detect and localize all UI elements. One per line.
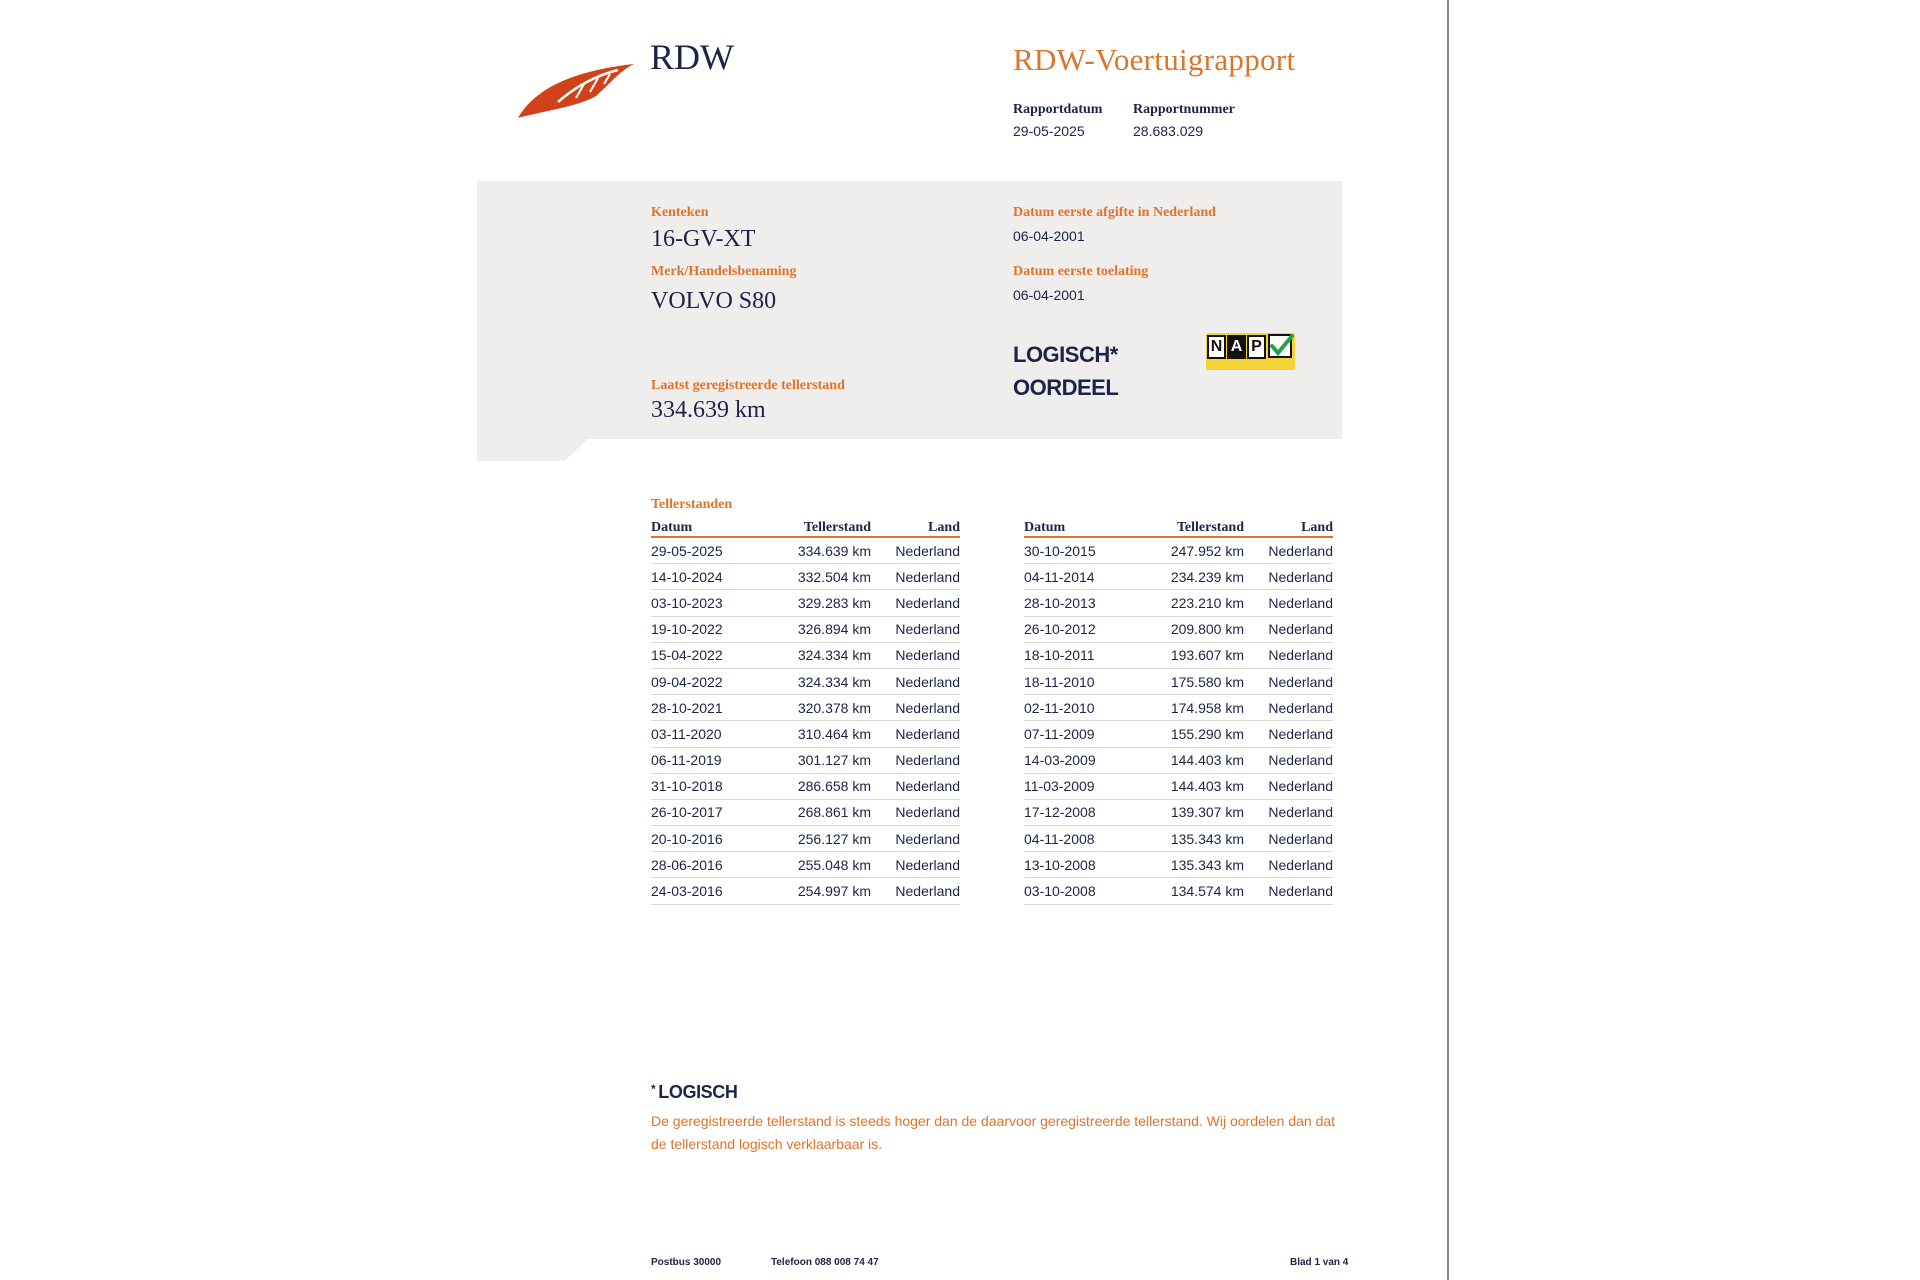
reading-country: Nederland xyxy=(1268,752,1333,769)
footer-phone: Telefoon 088 008 74 47 xyxy=(771,1257,879,1268)
reading-odometer: 174.958 km xyxy=(1170,699,1244,716)
verdict-line-1: LOGISCH* xyxy=(1013,342,1118,367)
reading-date: 20-10-2016 xyxy=(651,830,723,847)
reading-odometer: 286.658 km xyxy=(797,778,871,795)
reading-odometer: 175.580 km xyxy=(1170,673,1244,690)
first-issue-nl-value: 06-04-2001 xyxy=(1013,228,1085,244)
reading-date: 17-12-2008 xyxy=(1024,804,1096,821)
reading-date: 19-10-2022 xyxy=(651,621,723,638)
table-row xyxy=(651,617,960,643)
reading-country: Nederland xyxy=(1268,621,1333,638)
reading-odometer: 234.239 km xyxy=(1170,568,1244,585)
nap-letter-p: P xyxy=(1247,335,1266,359)
reading-date: 18-11-2010 xyxy=(1024,673,1095,690)
first-admission-value: 06-04-2001 xyxy=(1013,287,1085,303)
reading-country: Nederland xyxy=(1268,699,1333,716)
reading-odometer: 144.403 km xyxy=(1170,752,1244,769)
table-row xyxy=(1024,852,1333,878)
table-row xyxy=(1024,564,1333,590)
report-title: RDW-Voertuigrapport xyxy=(1013,42,1296,77)
reading-odometer: 334.639 km xyxy=(797,542,871,559)
report-number-label: Rapportnummer xyxy=(1133,102,1235,117)
table-row xyxy=(651,590,960,616)
table-row xyxy=(651,800,960,826)
reading-country: Nederland xyxy=(1268,673,1333,690)
reading-country: Nederland xyxy=(895,542,960,559)
table-row xyxy=(651,695,960,721)
table-row xyxy=(1024,774,1333,800)
table-row xyxy=(1024,721,1333,747)
make-value: VOLVO S80 xyxy=(651,288,777,314)
reading-date: 11-03-2009 xyxy=(1024,778,1095,795)
table-row xyxy=(651,564,960,590)
reading-date: 03-11-2020 xyxy=(651,725,722,742)
reading-date: 09-04-2022 xyxy=(651,673,723,690)
first-issue-nl-label: Datum eerste afgifte in Nederland xyxy=(1013,205,1216,220)
reading-odometer: 135.343 km xyxy=(1170,856,1244,873)
footer-postbus: Postbus 30000 xyxy=(651,1257,722,1268)
reading-country: Nederland xyxy=(1268,647,1333,664)
reading-date: 07-11-2009 xyxy=(1024,725,1095,742)
footer-page-number: Blad 1 van 4 xyxy=(1290,1257,1349,1268)
readings-table-right xyxy=(1024,520,1333,905)
reading-country: Nederland xyxy=(895,804,960,821)
table-row xyxy=(651,826,960,852)
reading-country: Nederland xyxy=(1268,804,1333,821)
reading-date: 26-10-2017 xyxy=(651,804,723,821)
reading-date: 14-03-2009 xyxy=(1024,752,1096,769)
reading-country: Nederland xyxy=(895,856,960,873)
reading-country: Nederland xyxy=(1268,725,1333,742)
nap-letter-a: A xyxy=(1227,335,1246,359)
reading-odometer: 256.127 km xyxy=(797,830,871,847)
reading-country: Nederland xyxy=(895,752,960,769)
reading-country: Nederland xyxy=(895,594,960,611)
table-row xyxy=(1024,617,1333,643)
reading-date: 14-10-2024 xyxy=(651,568,723,585)
table-row xyxy=(1024,538,1333,564)
reading-date: 04-11-2008 xyxy=(1024,830,1095,847)
table-row xyxy=(1024,748,1333,774)
reading-country: Nederland xyxy=(895,778,960,795)
reading-odometer: 223.210 km xyxy=(1170,594,1244,611)
col-header-country: Land xyxy=(928,520,960,535)
reading-country: Nederland xyxy=(1268,594,1333,611)
table-row xyxy=(1024,643,1333,669)
reading-odometer: 139.307 km xyxy=(1170,804,1244,821)
reading-odometer: 324.334 km xyxy=(797,647,871,664)
table-row xyxy=(1024,878,1333,904)
verdict-line-2: OORDEEL xyxy=(1013,375,1119,400)
table-row xyxy=(651,538,960,564)
col-header-odometer: Tellerstand xyxy=(803,520,871,535)
table-row xyxy=(651,748,960,774)
rdw-logo-icon xyxy=(518,58,634,120)
reading-odometer: 329.283 km xyxy=(797,594,871,611)
table-row xyxy=(1024,695,1333,721)
reading-date: 18-10-2011 xyxy=(1024,647,1095,664)
table-row xyxy=(651,669,960,695)
reading-date: 28-10-2021 xyxy=(651,699,723,716)
nap-letter-n: N xyxy=(1207,335,1226,359)
reading-country: Nederland xyxy=(895,725,960,742)
reading-date: 26-10-2012 xyxy=(1024,621,1096,638)
col-header-date: Datum xyxy=(1024,520,1066,535)
reading-odometer: 326.894 km xyxy=(797,621,871,638)
reading-country: Nederland xyxy=(895,568,960,585)
reading-country: Nederland xyxy=(895,883,960,900)
reading-country: Nederland xyxy=(895,673,960,690)
check-icon xyxy=(1268,333,1294,360)
reading-country: Nederland xyxy=(895,647,960,664)
readings-table-left xyxy=(651,520,960,905)
col-header-country: Land xyxy=(1301,520,1333,535)
first-admission-label: Datum eerste toelating xyxy=(1013,264,1149,279)
reading-date: 06-11-2019 xyxy=(651,752,722,769)
reading-date: 02-11-2010 xyxy=(1024,699,1095,716)
reading-date: 13-10-2008 xyxy=(1024,856,1096,873)
table-row xyxy=(651,878,960,904)
reading-odometer: 193.607 km xyxy=(1170,647,1244,664)
report-date-value: 29-05-2025 xyxy=(1013,123,1085,139)
odometer-verdict xyxy=(1013,338,1118,404)
reading-odometer: 320.378 km xyxy=(797,699,871,716)
table-row xyxy=(651,774,960,800)
reading-date: 29-05-2025 xyxy=(651,542,723,559)
reading-odometer: 332.504 km xyxy=(797,568,871,585)
col-header-odometer: Tellerstand xyxy=(1176,520,1244,535)
footnote-text: De geregistreerde tellerstand is steeds hoger dan de daarvoor geregistreerde tellerstand. Wij oordelen dan dat de tellerstand logisch verklaarbaar is. xyxy=(651,1113,1336,1152)
reading-country: Nederland xyxy=(1268,542,1333,559)
summary-panel-tab xyxy=(477,438,589,461)
plate-label: Kenteken xyxy=(651,205,709,220)
col-header-date: Datum xyxy=(651,520,693,535)
reading-odometer: 324.334 km xyxy=(797,673,871,690)
reading-odometer: 135.343 km xyxy=(1170,830,1244,847)
table-row xyxy=(651,643,960,669)
reading-odometer: 144.403 km xyxy=(1170,778,1244,795)
reading-odometer: 254.997 km xyxy=(797,883,871,900)
table-row xyxy=(1024,669,1333,695)
footnote-title xyxy=(651,1082,737,1103)
reading-date: 04-11-2014 xyxy=(1024,568,1095,585)
report-date-label: Rapportdatum xyxy=(1013,102,1103,117)
table-row xyxy=(651,721,960,747)
reading-date: 03-10-2023 xyxy=(651,594,723,611)
table-row xyxy=(651,852,960,878)
table-header xyxy=(1024,520,1333,538)
brand-name: RDW xyxy=(650,37,734,77)
reading-odometer: 134.574 km xyxy=(1170,883,1244,900)
reading-odometer: 255.048 km xyxy=(797,856,871,873)
reading-odometer: 247.952 km xyxy=(1170,542,1244,559)
reading-country: Nederland xyxy=(895,699,960,716)
reading-country: Nederland xyxy=(1268,883,1333,900)
reading-odometer: 209.800 km xyxy=(1170,621,1244,638)
make-label: Merk/Handelsbenaming xyxy=(651,264,797,279)
odometer-label: Laatst geregistreerde tellerstand xyxy=(651,378,845,393)
reading-country: Nederland xyxy=(1268,568,1333,585)
odometer-value: 334.639 km xyxy=(651,397,766,423)
table-header xyxy=(651,520,960,538)
reading-date: 03-10-2008 xyxy=(1024,883,1096,900)
nap-badge xyxy=(1206,333,1295,370)
footnote-star: * xyxy=(651,1082,656,1096)
table-row xyxy=(1024,826,1333,852)
reading-country: Nederland xyxy=(1268,830,1333,847)
reading-country: Nederland xyxy=(895,621,960,638)
plate-value: 16-GV-XT xyxy=(651,226,756,252)
reading-country: Nederland xyxy=(1268,856,1333,873)
table-row xyxy=(1024,800,1333,826)
reading-odometer: 268.861 km xyxy=(797,804,871,821)
table-row xyxy=(1024,590,1333,616)
report-number-value: 28.683.029 xyxy=(1133,123,1204,139)
footnote-title-text: LOGISCH xyxy=(658,1082,738,1102)
reading-date: 15-04-2022 xyxy=(651,647,723,664)
reading-date: 28-06-2016 xyxy=(651,856,723,873)
reading-odometer: 301.127 km xyxy=(797,752,871,769)
reading-date: 30-10-2015 xyxy=(1024,542,1096,559)
readings-title: Tellerstanden xyxy=(651,497,733,512)
reading-date: 28-10-2013 xyxy=(1024,594,1096,611)
reading-country: Nederland xyxy=(1268,778,1333,795)
report-number-block xyxy=(1133,102,1235,139)
report-date-block xyxy=(1013,102,1102,139)
reading-odometer: 310.464 km xyxy=(797,725,871,742)
reading-country: Nederland xyxy=(895,830,960,847)
reading-date: 31-10-2018 xyxy=(651,778,723,795)
reading-date: 24-03-2016 xyxy=(651,883,723,900)
page-edge-divider xyxy=(1447,0,1449,1280)
reading-odometer: 155.290 km xyxy=(1170,725,1244,742)
